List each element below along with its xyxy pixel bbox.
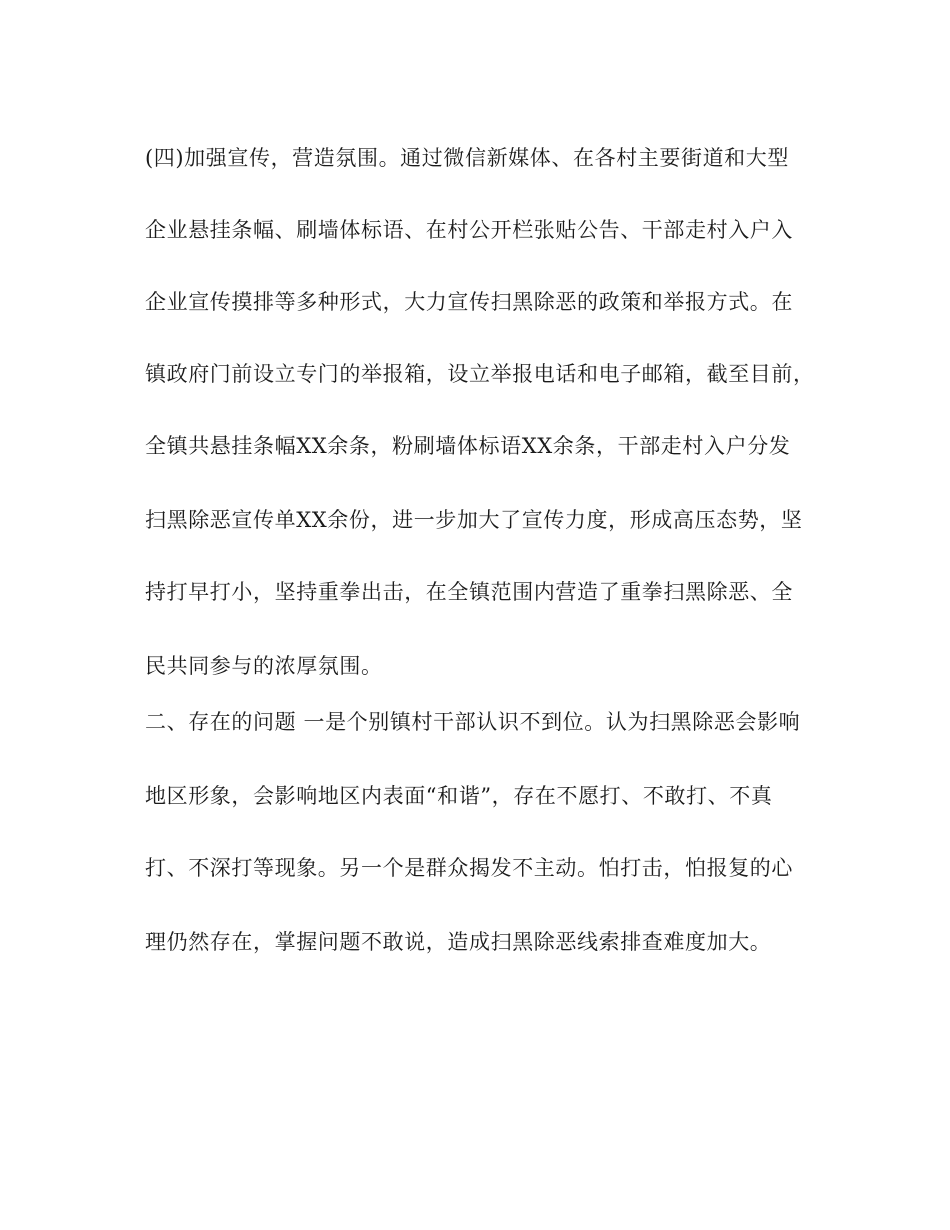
paragraph-line: 企业宣传摸排等多种形式，大力宣传扫黑除恶的政策和举报方式。在 [145, 290, 793, 314]
paragraph-line: 全镇共悬挂条幅XX余条，粉刷墙体标语XX余条，干部走村入户分发 [145, 434, 791, 458]
paragraph-line: 持打早打小，坚持重拳出击，在全镇范围内营造了重拳扫黑除恶、全 [145, 580, 793, 604]
paragraph-line: 打、不深打等现象。另一个是群众揭发不主动。怕打击，怕报复的心 [145, 856, 793, 880]
paragraph-line: 民共同参与的浓厚氛围。 [145, 654, 383, 678]
paragraph-line: 企业悬挂条幅、刷墙体标语、在村公开栏张贴公告、干部走村入户入 [145, 218, 793, 242]
paragraph-line: 扫黑除恶宣传单XX余份，进一步加大了宣传力度，形成高压态势，坚 [145, 508, 803, 532]
paragraph-line: 镇政府门前设立专门的举报箱，设立举报电话和电子邮箱，截至目前， [145, 362, 815, 386]
section-heading-line: 二、存在的问题 一是个别镇村干部认识不到位。认为扫黑除恶会影响 [145, 710, 801, 734]
paragraph-line: 理仍然存在，掌握问题不敢说，造成扫黑除恶线索排查难度加大。 [145, 930, 772, 954]
paragraph-line: 地区形象，会影响地区内表面“和谐”，存在不愿打、不敢打、不真 [145, 784, 773, 808]
paragraph-line: (四)加强宣传，营造氛围。通过微信新媒体、在各村主要街道和大型 [145, 146, 789, 170]
